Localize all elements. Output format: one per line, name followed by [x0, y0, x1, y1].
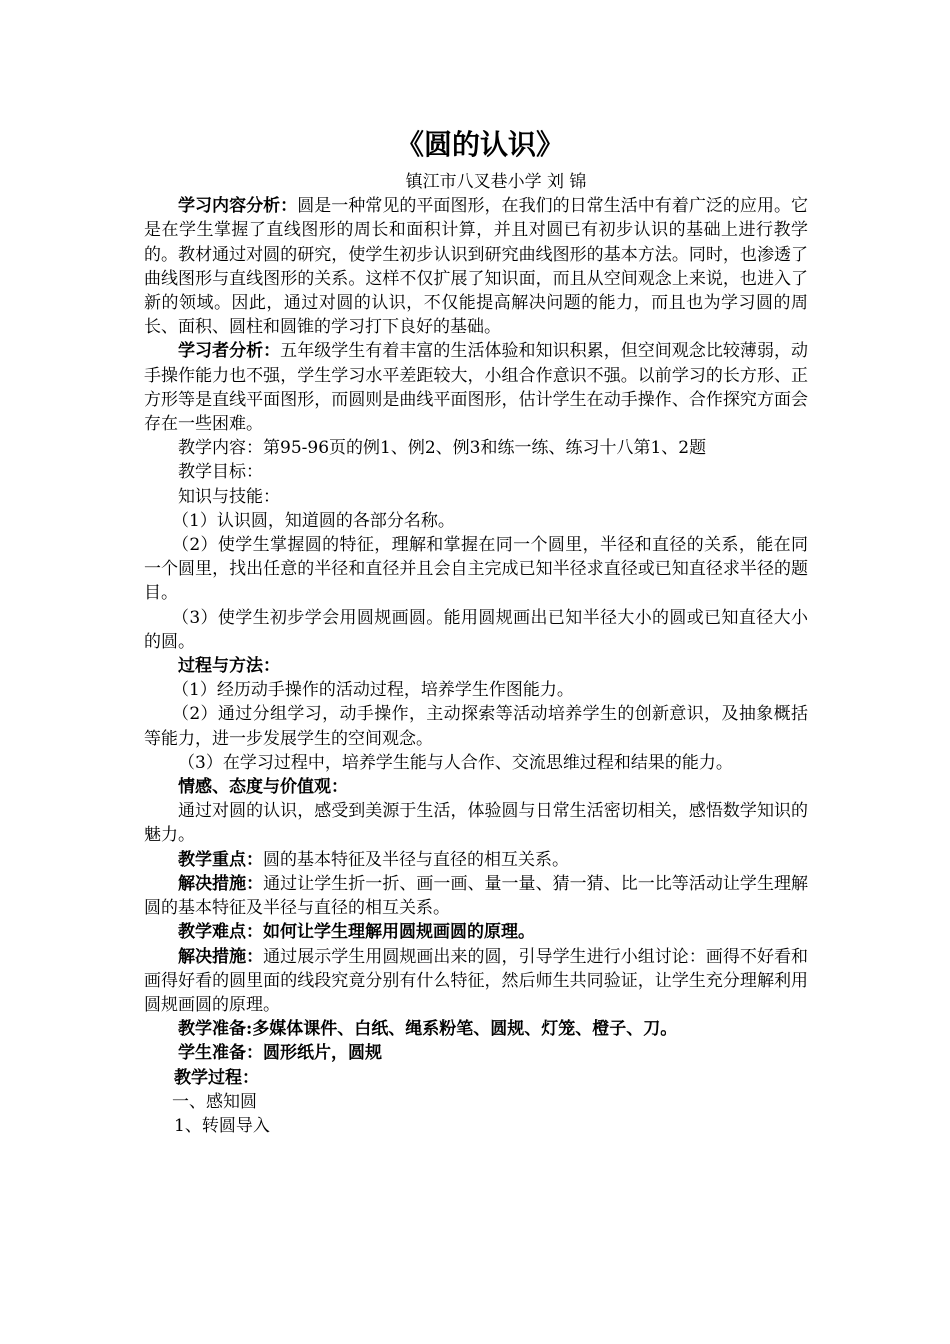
- author-line: 镇江市八叉巷小学 刘 锦: [405, 172, 587, 192]
- solution-text: 通过展示学生用圆规画出来的圆，引导学生进行小组讨论：画得不好看和画得好看的圆里面的线段究竟分别有什么特征，然后师生共同验证，让学生充分理解利用圆规画圆的原理。: [144, 946, 809, 1015]
- emotion-paragraph: 通过对圆的认识，感受到美源于生活，体验圆与日常生活密切相关，感悟数学知识的魅力。: [144, 801, 808, 846]
- document-body: [144, 128, 808, 1138]
- solution-paragraph: [144, 945, 808, 1018]
- key-point-text: 圆的基本特征及半径与直径的相互关系。: [263, 849, 569, 870]
- solution-paragraph: [144, 872, 808, 920]
- process-method-item: （1）经历动手操作的活动过程，培养学生作图能力。: [172, 680, 574, 701]
- teaching-content: 教学内容：第95-96页的例1、例2、例3和练一练、练习十八第1、2题: [178, 438, 707, 459]
- learner-analysis-label: 学习者分析：: [178, 341, 281, 362]
- student-prep: 学生准备：圆形纸片，圆规: [178, 1043, 382, 1064]
- knowledge-skill-item: （2）使学生掌握圆的特征，理解和掌握在同一个圆里，半径和直径的关系，能在同一个圆里，找出任意的半径和直径并且会自主完成已知半径求直径或已知直径求半径的题目。: [144, 535, 808, 604]
- difficulty-paragraph: [144, 920, 808, 944]
- solution-text: 通过让学生折一折、画一画、量一量、猜一猜、比一比等活动让学生理解圆的基本特征及半径与直径的相互关系。: [144, 873, 809, 919]
- key-point-paragraph: [144, 848, 808, 872]
- knowledge-skills-heading: 知识与技能：: [178, 486, 280, 507]
- key-point-label: 教学重点：: [178, 849, 263, 870]
- teacher-prep: 教学准备:多媒体课件、白纸、绳系粉笔、圆规、灯笼、橙子、刀。: [178, 1019, 678, 1040]
- difficulty-text: 如何让学生理解用圆规画圆的原理。: [263, 922, 535, 943]
- content-analysis-label: 学习内容分析：: [178, 196, 298, 217]
- learner-analysis-paragraph: [144, 339, 808, 436]
- process-methods-heading: 过程与方法：: [178, 656, 280, 677]
- learner-analysis-text: 五年级学生有着丰富的生活体验和知识积累，但空间观念比较薄弱，动手操作能力也不强，学生学习水平差距较大，小组合作意识不强。以前学习的长方形、正方形等是直线平面图形，而圆则是曲线平面图形，估计学生在动手操作、合作探究方面会存在一些困难。: [144, 341, 809, 435]
- process-method-item: （2）通过分组学习，动手操作，主动探索等活动培养学生的创新意识，及抽象概括等能力，进一步发展学生的空间观念。: [144, 704, 808, 749]
- knowledge-skill-item: （3）使学生初步学会用圆规画圆。能用圆规画出已知半径大小的圆或已知直径大小的圆。: [144, 607, 808, 652]
- document-title: 《圆的认识》: [395, 128, 564, 161]
- content-analysis-paragraph: [144, 194, 808, 339]
- difficulty-label: 教学难点：: [178, 922, 263, 943]
- content-analysis-text: 圆是一种常见的平面图形，在我们的日常生活中有着广泛的应用。它是在学生掌握了直线图形的周长和面积计算，并且对圆已有初步认识的基础上进行教学的。教材通过对圆的研究，使学生初步认识到研究曲线图形的基本方法。同时，也渗透了曲线图形与直线图形的关系。这样不仅扩展了知识面，而且从空间观念上来说，也进入了新的领域。因此，通过对圆的认识，不仅能提高解决问题的能力，而且也为学习圆的周长、面积、圆柱和圆锥的学习打下良好的基础。: [144, 196, 809, 338]
- process-heading: 教学过程：: [174, 1067, 259, 1088]
- knowledge-skill-item: （1）认识圆，知道圆的各部分名称。: [172, 510, 455, 531]
- section-item: 1、转圆导入: [174, 1115, 270, 1136]
- emotion-heading: 情感、态度与价值观：: [178, 777, 348, 798]
- solution-label: 解决措施：: [178, 946, 264, 967]
- section-heading: 一、感知圆: [172, 1091, 257, 1112]
- solution-label: 解决措施：: [178, 873, 264, 894]
- teaching-goals: 教学目标：: [178, 462, 263, 483]
- process-method-item: （3）在学习过程中，培养学生能与人合作、交流思维过程和结果的能力。: [178, 752, 733, 773]
